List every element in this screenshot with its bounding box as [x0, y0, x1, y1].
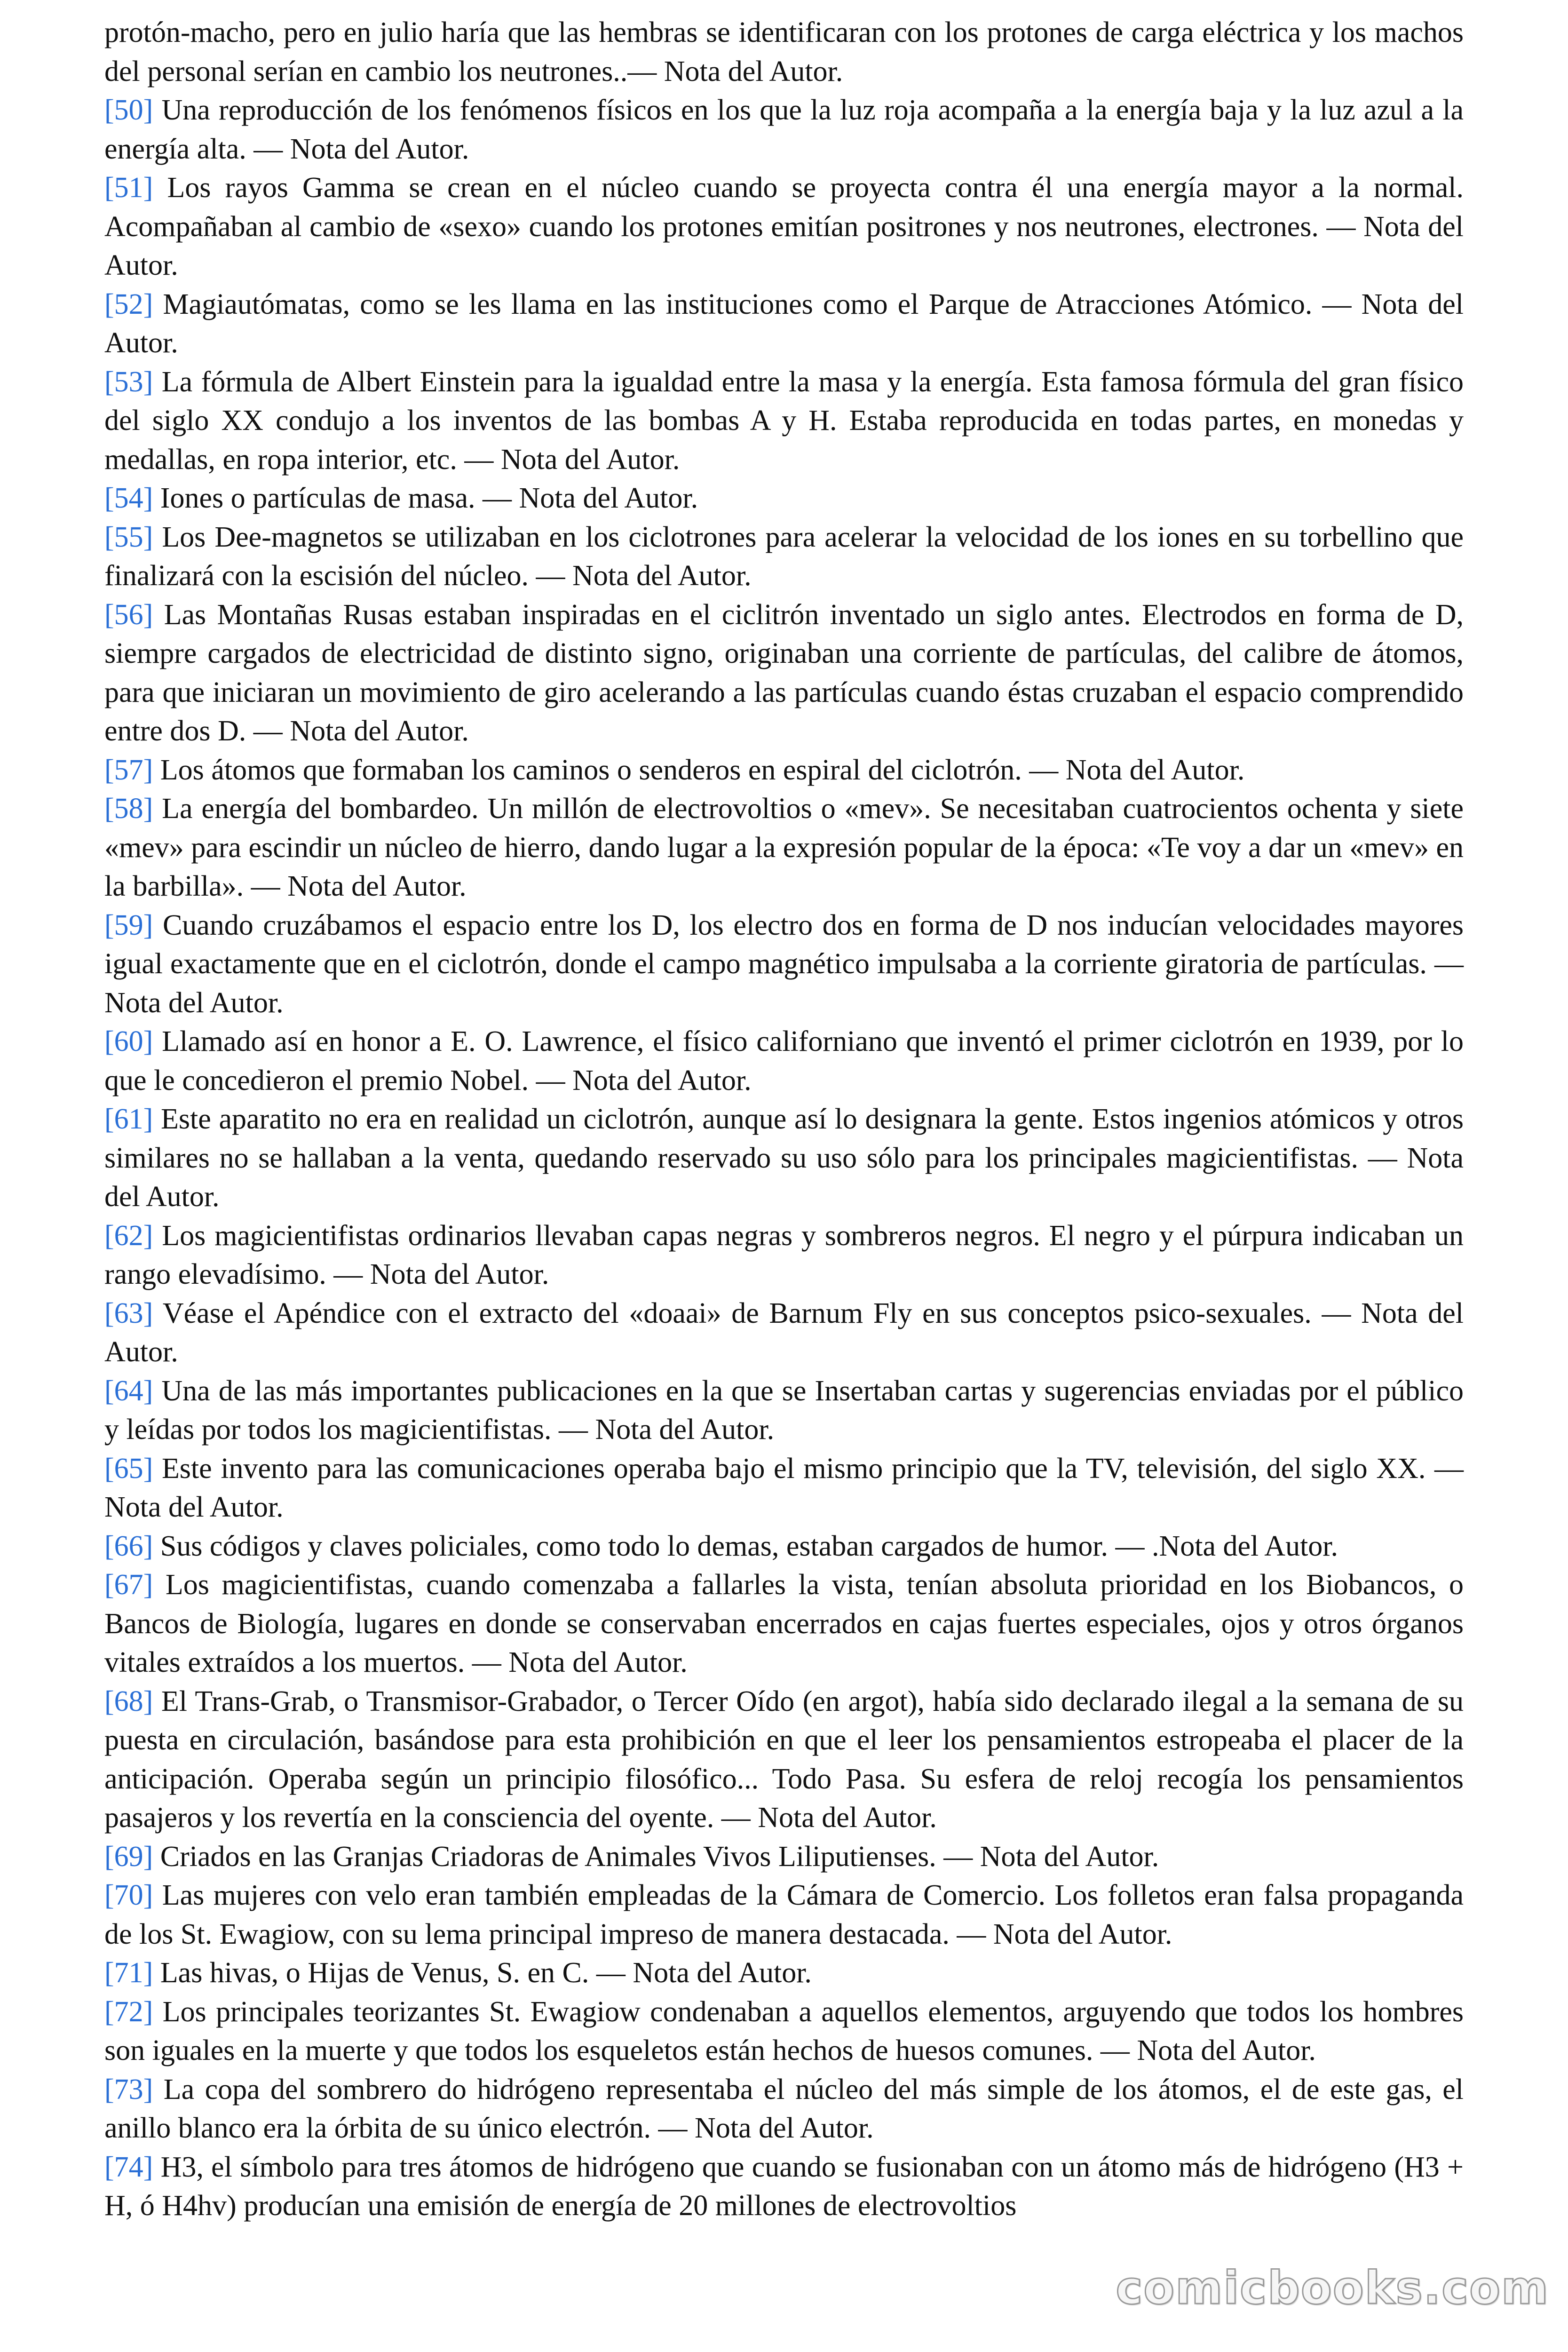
footnote-ref-link[interactable]: [62]	[104, 1219, 153, 1252]
footnote-50	[104, 91, 1464, 168]
footnote-text: Los Dee-magnetos se utilizaban en los ciclotrones para acelerar la velocidad de los iones en su torbellino que finalizará con la escisión del núcleo. — Nota del Autor.	[104, 521, 1464, 592]
footnote-ref-link[interactable]: [63]	[104, 1297, 153, 1329]
footnote-text: Este invento para las comunicaciones operaba bajo el mismo principio que la TV, televisión, del siglo XX. — Nota del Autor.	[104, 1452, 1464, 1523]
footnote-text: Sus códigos y claves policiales, como todo lo demas, estaban cargados de humor. — .Nota del Autor.	[160, 1530, 1338, 1562]
footnote-ref-link[interactable]: [57]	[104, 754, 153, 786]
footnote-70	[104, 1876, 1464, 1954]
footnote-56	[104, 596, 1464, 751]
footnote-ref-link[interactable]: [68]	[104, 1685, 153, 1717]
footnote-text: H3, el símbolo para tres átomos de hidrógeno que cuando se fusionaban con un átomo más de hidrógeno (H3 + H, ó H4hv) producían una emisión de energía de 20 millones de electrovoltios	[104, 2151, 1464, 2222]
footnote-text: Los magicientifistas, cuando comenzaba a fallarles la vista, tenían absoluta prioridad en los Biobancos, o Bancos de Biología, lugares en donde se conservaban encerrados en cajas fuertes especiales, ojos y otros órganos vitales extraídos a los muertos. — Nota del Autor.	[104, 1569, 1464, 1678]
footnote-text: Los átomos que formaban los caminos o senderos en espiral del ciclotrón. — Nota del Autor.	[160, 754, 1245, 786]
footnote-67	[104, 1565, 1464, 1682]
footnotes-page	[104, 13, 1464, 2225]
footnote-text: Llamado así en honor a E. O. Lawrence, el físico californiano que inventó el primer ciclotrón en 1939, por lo que le concedieron el premio Nobel. — Nota del Autor.	[104, 1025, 1464, 1097]
footnote-text: Los magicientifistas ordinarios llevaban capas negras y sombreros negros. El negro y el púrpura indicaban un rango elevadísimo. — Nota del Autor.	[104, 1219, 1464, 1290]
footnote-text: Los principales teorizantes St. Ewagiow condenaban a aquellos elementos, arguyendo que todos los hombres son iguales en la muerte y que todos los esqueletos están hechos de huesos comunes. — Nota del Autor.	[104, 1995, 1464, 2066]
footnote-ref-link[interactable]: [55]	[104, 521, 153, 553]
footnote-text: La energía del bombardeo. Un millón de electrovoltios o «mev». Se necesitaban cuatrocientos ochenta y siete «mev» para escindir un núcleo de hierro, dando lugar a la expresión popular de la época: «Te voy a dar un «mev» en la barbilla». — Nota del Autor.	[104, 793, 1464, 902]
footnote-text: Una de las más importantes publicaciones en la que se Insertaban cartas y sugerencias enviadas por el público y leídas por todos los magicientifistas. — Nota del Autor.	[104, 1375, 1464, 1446]
footnote-ref-link[interactable]: [61]	[104, 1103, 153, 1135]
footnote-55	[104, 518, 1464, 596]
footnote-text: Iones o partículas de masa. — Nota del Autor.	[160, 482, 698, 514]
footnote-ref-link[interactable]: [58]	[104, 793, 153, 825]
footnote-continuation: protón-macho, pero en julio haría que las hembras se identificaran con los protones de carga eléctrica y los machos del personal serían en cambio los neutrones..— Nota del Autor.	[104, 16, 1464, 87]
footnote-53	[104, 363, 1464, 479]
footnote-54	[104, 479, 1464, 518]
footnote-52	[104, 285, 1464, 363]
footnote-ref-link[interactable]: [51]	[104, 172, 153, 204]
footnote-69	[104, 1837, 1464, 1876]
footnote-text: El Trans-Grab, o Transmisor-Grabador, o Tercer Oído (en argot), había sido declarado ilegal a la semana de su puesta en circulación, basándose para esta prohibición en que el leer los pensamientos estropeaba el placer de la anticipación. Operaba según un principio filosófico... Todo Pasa. Su esfera de reloj recogía los pensamientos pasajeros y los revertía en la consciencia del oyente. — Nota del Autor.	[104, 1685, 1464, 1834]
footnote-66	[104, 1527, 1464, 1566]
footnote-text: La copa del sombrero do hidrógeno representaba el núcleo del más simple de los átomos, el de este gas, el anillo blanco era la órbita de su único electrón. — Nota del Autor.	[104, 2073, 1464, 2144]
footnote-58	[104, 789, 1464, 906]
footnote-60	[104, 1022, 1464, 1100]
footnote-ref-link[interactable]: [64]	[104, 1375, 153, 1407]
footnote-ref-link[interactable]: [69]	[104, 1840, 153, 1873]
footnote-text: Cuando cruzábamos el espacio entre los D, los electro dos en forma de D nos inducían velocidades mayores igual exactamente que en el ciclotrón, donde el campo magnético impulsaba a la corriente giratoria de partículas. — Nota del Autor.	[104, 909, 1464, 1019]
footnote-57	[104, 751, 1464, 790]
footnote-72	[104, 1993, 1464, 2070]
footnote-text: Las Montañas Rusas estaban inspiradas en el ciclitrón inventado un siglo antes. Electrodos en forma de D, siempre cargados de electricidad de distinto signo, originaban una corriente de partículas, del calibre de átomos, para que iniciaran un movimiento de giro acelerando a las partículas cuando éstas cruzaban el espacio comprendido entre dos D. — Nota del Autor.	[104, 598, 1464, 747]
footnote-ref-link[interactable]: [53]	[104, 366, 153, 398]
footnote-65	[104, 1449, 1464, 1527]
footnote-text: Las mujeres con velo eran también empleadas de la Cámara de Comercio. Los folletos eran falsa propaganda de los St. Ewagiow, con su lema principal impreso de manera destacada. — Nota del Autor.	[104, 1879, 1464, 1950]
footnote-ref-link[interactable]: [52]	[104, 288, 153, 320]
footnote-63	[104, 1294, 1464, 1372]
watermark-logo: comicbooks.com	[1116, 2262, 1549, 2314]
footnote-ref-link[interactable]: [72]	[104, 1995, 153, 2028]
footnote-ref-link[interactable]: [67]	[104, 1569, 153, 1601]
footnote-71	[104, 1954, 1464, 1993]
footnote-ref-link[interactable]: [73]	[104, 2073, 153, 2106]
footnote-ref-link[interactable]: [56]	[104, 598, 153, 631]
footnote-text: Magiautómatas, como se les llama en las instituciones como el Parque de Atracciones Atómico. — Nota del Autor.	[104, 288, 1464, 359]
footnote-ref-link[interactable]: [74]	[104, 2151, 153, 2183]
footnote-ref-link[interactable]: [59]	[104, 909, 153, 941]
footnote-text: La fórmula de Albert Einstein para la igualdad entre la masa y la energía. Esta famosa fórmula del gran físico del siglo XX condujo a los inventos de las bombas A y H. Estaba reproducida en todas partes, en monedas y medallas, en ropa interior, etc. — Nota del Autor.	[104, 366, 1464, 476]
footnote-ref-link[interactable]: [65]	[104, 1452, 153, 1485]
footnote-text: Una reproducción de los fenómenos físicos en los que la luz roja acompaña a la energía baja y la luz azul a la energía alta. — Nota del Autor.	[104, 94, 1464, 165]
footnote-ref-link[interactable]: [60]	[104, 1025, 153, 1057]
footnote-ref-link[interactable]: [54]	[104, 482, 153, 514]
footnote-text: Véase el Apéndice con el extracto del «doaai» de Barnum Fly en sus conceptos psico-sexuales. — Nota del Autor.	[104, 1297, 1464, 1368]
footnote-text: Los rayos Gamma se crean en el núcleo cuando se proyecta contra él una energía mayor a la normal. Acompañaban al cambio de «sexo» cuando los protones emitían positrones y nos neutrones, electrones. — Nota del Autor.	[104, 172, 1464, 281]
footnote-text: Criados en las Granjas Criadoras de Animales Vivos Liliputienses. — Nota del Autor.	[160, 1840, 1159, 1873]
footnote-68	[104, 1682, 1464, 1837]
footnote-61	[104, 1100, 1464, 1216]
footnote-text: Las hivas, o Hijas de Venus, S. en C. — Nota del Autor.	[160, 1957, 812, 1989]
footnote-ref-link[interactable]: [66]	[104, 1530, 153, 1562]
footnote-ref-link[interactable]: [50]	[104, 94, 153, 126]
footnote-ref-link[interactable]: [70]	[104, 1879, 153, 1911]
footnote-74	[104, 2148, 1464, 2225]
footnote-64	[104, 1372, 1464, 1449]
footnote-51	[104, 168, 1464, 285]
footnote-text: Este aparatito no era en realidad un ciclotrón, aunque así lo designara la gente. Estos ingenios atómicos y otros similares no se hallaban a la venta, quedando reservado su uso sólo para los principales magicientifistas. — Nota del Autor.	[104, 1103, 1464, 1213]
footnote-ref-link[interactable]: [71]	[104, 1957, 153, 1989]
footnote-73	[104, 2070, 1464, 2148]
footnote-59	[104, 906, 1464, 1023]
footnote-62	[104, 1216, 1464, 1294]
